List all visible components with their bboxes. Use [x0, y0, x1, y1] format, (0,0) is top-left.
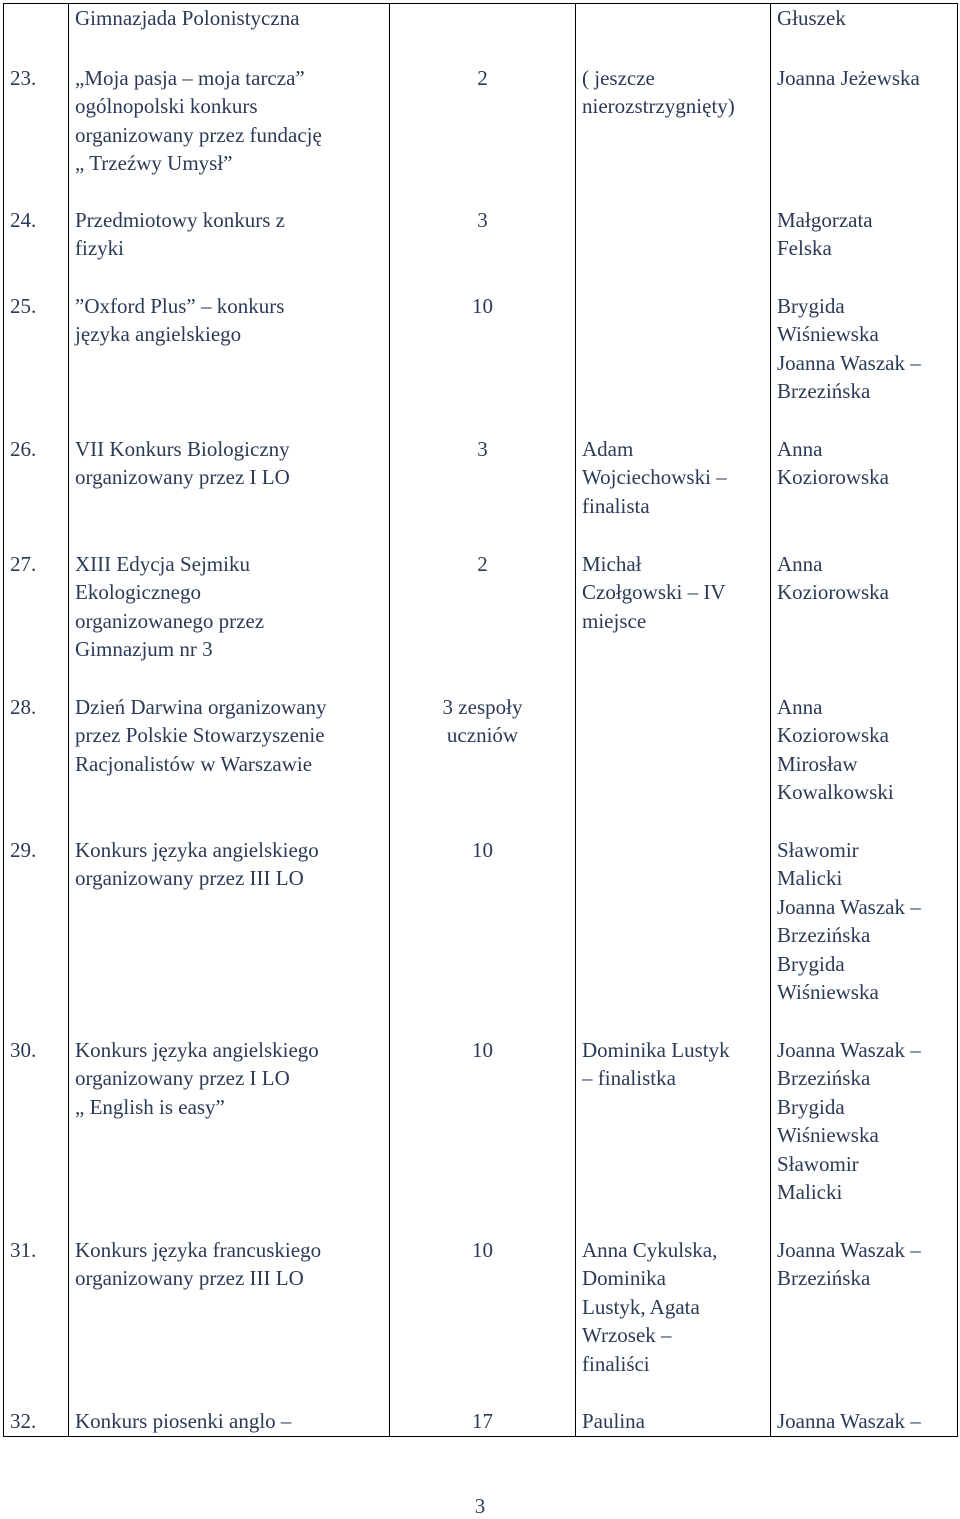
participant-count: 17: [390, 1407, 576, 1437]
contest-name: Konkurs języka angielskiego organizowany przez III LO: [69, 836, 390, 1036]
contest-name: „Moja pasja – moja tarcza” ogólnopolski konkurs organizowany przez fundację „ Trzeźwy Umysł”: [69, 64, 390, 206]
contest-name: VII Konkurs Biologiczny organizowany przez I LO: [69, 435, 390, 550]
row-number: 31.: [4, 1236, 69, 1407]
teacher-name: Joanna Waszak –: [771, 1407, 958, 1437]
row-number: 25.: [4, 292, 69, 435]
contest-name: ”Oxford Plus” – konkurs języka angielskiego: [69, 292, 390, 435]
row-number: 24.: [4, 206, 69, 292]
contest-result: Adam Wojciechowski – finalista: [576, 435, 771, 550]
contest-name: Przedmiotowy konkurs z fizyki: [69, 206, 390, 292]
contest-result: Michał Czołgowski – IV miejsce: [576, 550, 771, 693]
row-number: [4, 4, 69, 64]
participant-count: 10: [390, 836, 576, 1036]
teacher-name: Anna Koziorowska Mirosław Kowalkowski: [771, 693, 958, 836]
contest-name: Dzień Darwina organizowany przez Polskie Stowarzyszenie Racjonalistów w Warszawie: [69, 693, 390, 836]
table-row: [4, 836, 958, 1036]
contest-name: XIII Edycja Sejmiku Ekologicznego organizowanego przez Gimnazjum nr 3: [69, 550, 390, 693]
contest-result: Paulina: [576, 1407, 771, 1437]
row-number: 29.: [4, 836, 69, 1036]
teacher-name: Głuszek: [771, 4, 958, 64]
participant-count: 10: [390, 292, 576, 435]
row-number: 32.: [4, 1407, 69, 1437]
contest-name: Konkurs piosenki anglo –: [69, 1407, 390, 1437]
table-row: [4, 550, 958, 693]
participant-count: [390, 4, 576, 64]
teacher-name: Brygida Wiśniewska Joanna Waszak – Brzezińska: [771, 292, 958, 435]
participant-count: 3 zespoły uczniów: [390, 693, 576, 836]
table-row: [4, 292, 958, 435]
contests-table-body: [4, 4, 958, 1437]
participant-count: 10: [390, 1236, 576, 1407]
contest-result: [576, 693, 771, 836]
row-number: 28.: [4, 693, 69, 836]
row-number: 30.: [4, 1036, 69, 1236]
row-number: 23.: [4, 64, 69, 206]
participant-count: 3: [390, 206, 576, 292]
contest-name: Gimnazjada Polonistyczna: [69, 4, 390, 64]
table-row: [4, 4, 958, 64]
table-row: [4, 1236, 958, 1407]
participant-count: 3: [390, 435, 576, 550]
contest-result: [576, 836, 771, 1036]
contest-result: [576, 292, 771, 435]
table-row: [4, 1036, 958, 1236]
participant-count: 10: [390, 1036, 576, 1236]
teacher-name: Joanna Waszak – Brzezińska: [771, 1236, 958, 1407]
teacher-name: Małgorzata Felska: [771, 206, 958, 292]
teacher-name: Sławomir Malicki Joanna Waszak – Brzezińska Brygida Wiśniewska: [771, 836, 958, 1036]
table-row: [4, 435, 958, 550]
page-number: 3: [474, 1494, 486, 1518]
row-number: 27.: [4, 550, 69, 693]
teacher-name: Anna Koziorowska: [771, 435, 958, 550]
contest-result: Dominika Lustyk – finalistka: [576, 1036, 771, 1236]
row-number: 26.: [4, 435, 69, 550]
participant-count: 2: [390, 64, 576, 206]
contests-table: [3, 3, 958, 1437]
table-row: [4, 1407, 958, 1437]
contest-result: Anna Cykulska, Dominika Lustyk, Agata Wrzosek – finaliści: [576, 1236, 771, 1407]
teacher-name: Joanna Jeżewska: [771, 64, 958, 206]
table-row: [4, 64, 958, 206]
table-row: [4, 206, 958, 292]
table-row: [4, 693, 958, 836]
contest-name: Konkurs języka angielskiego organizowany przez I LO „ English is easy”: [69, 1036, 390, 1236]
contest-result: [576, 206, 771, 292]
contest-result: [576, 4, 771, 64]
teacher-name: Joanna Waszak – Brzezińska Brygida Wiśniewska Sławomir Malicki: [771, 1036, 958, 1236]
participant-count: 2: [390, 550, 576, 693]
contest-result: ( jeszcze nierozstrzygnięty): [576, 64, 771, 206]
teacher-name: Anna Koziorowska: [771, 550, 958, 693]
contest-name: Konkurs języka francuskiego organizowany przez III LO: [69, 1236, 390, 1407]
